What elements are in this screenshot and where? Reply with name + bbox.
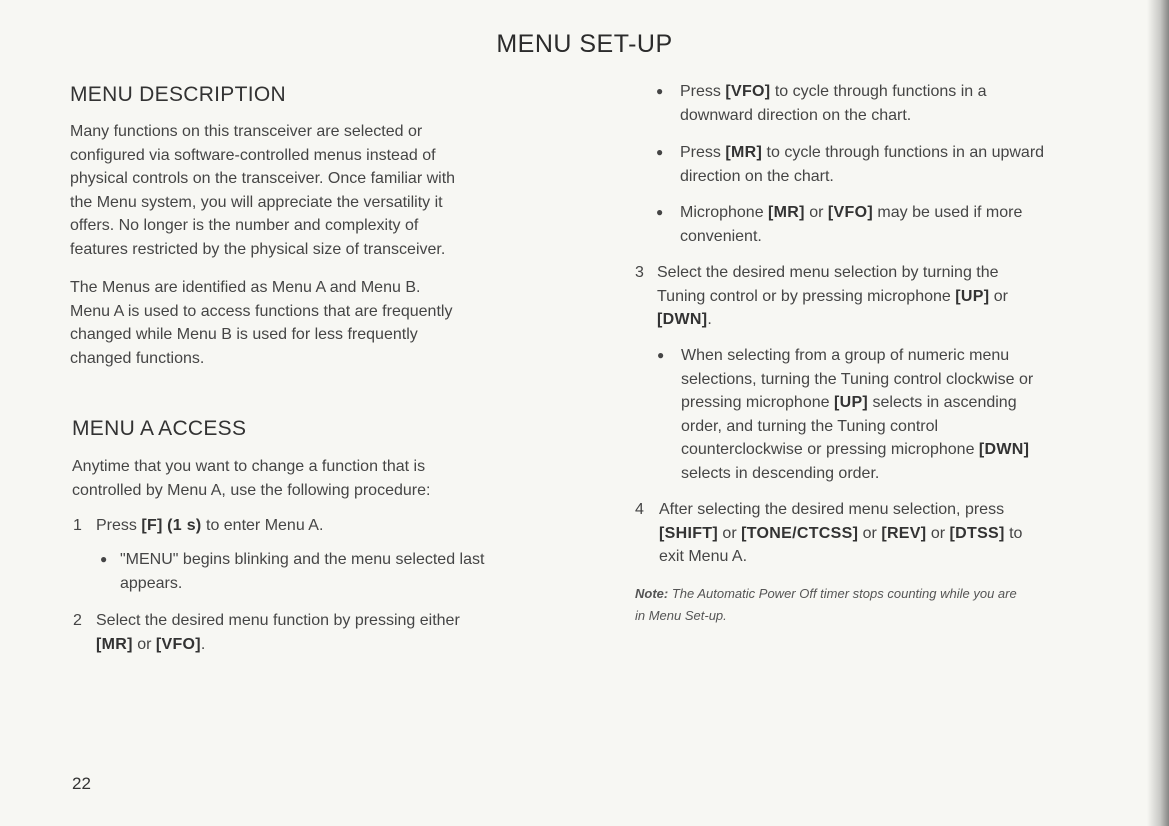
step-number: 1 xyxy=(73,517,82,534)
text: or xyxy=(132,635,156,653)
key-f: [F] xyxy=(141,517,163,534)
text: may be used if more xyxy=(872,204,1023,221)
text-line: Menu A is used to access functions that are frequently xyxy=(70,302,453,320)
text-line: physical controls on the transceiver. Once familiar with xyxy=(70,170,456,187)
key-vfo: [VFO] xyxy=(725,83,771,100)
bullet-menu-blinking xyxy=(100,548,610,598)
text-line xyxy=(96,633,460,657)
key-vfo: [VFO] xyxy=(155,635,201,653)
bullet-dot-icon: ● xyxy=(657,348,665,362)
key-rev: [REV] xyxy=(881,524,927,542)
note-auto-power-off xyxy=(635,583,1155,627)
text-line xyxy=(680,80,987,104)
key-mr: [MR] xyxy=(96,635,133,653)
text-line: When selecting from a group of numeric menu xyxy=(681,347,1010,364)
text-line xyxy=(680,141,1044,165)
text-line: After selecting the desired menu selection, press xyxy=(659,501,1005,518)
text: or xyxy=(717,524,742,542)
text: Tuning control or by pressing microphone xyxy=(657,287,956,305)
text-line: direction on the chart. xyxy=(680,167,834,185)
text-line: Select the desired menu function by pressing either xyxy=(96,612,460,629)
step-1 xyxy=(73,514,613,538)
step-text xyxy=(657,261,1008,332)
text: Microphone xyxy=(680,204,769,221)
key-dtss: [DTSS] xyxy=(949,524,1005,542)
key-tone-ctcss: [TONE/CTCSS] xyxy=(741,524,859,542)
key-up: [UP] xyxy=(955,287,990,305)
text: to xyxy=(1004,524,1023,542)
step-text xyxy=(96,514,323,538)
bullet-numeric-selection xyxy=(657,344,1157,489)
text-line: configured via software-controlled menus instead of xyxy=(70,146,436,164)
key-dwn: [DWN] xyxy=(978,441,1030,458)
bullet-press-vfo xyxy=(656,80,1156,130)
text: to cycle through functions in an upward xyxy=(762,144,1045,161)
text-line: changed while Menu B is used for less frequently xyxy=(70,326,418,343)
step-3 xyxy=(635,261,1155,335)
text-line: convenient. xyxy=(680,227,762,245)
text-line: selects in descending order. xyxy=(681,464,880,482)
key-dwn: [DWN] xyxy=(657,311,708,328)
text-line xyxy=(635,583,1155,605)
text-line: controlled by Menu A, use the following procedure: xyxy=(72,481,431,499)
text-line: downward direction on the chart. xyxy=(680,106,912,124)
text-line xyxy=(659,522,1022,546)
bullet-text xyxy=(680,201,1022,248)
step-text xyxy=(659,498,1022,569)
text-line xyxy=(680,201,1022,225)
text-line: order, and turning the Tuning control xyxy=(681,417,939,435)
text: Press xyxy=(96,517,142,534)
bullet-dot-icon: ● xyxy=(656,145,664,159)
paragraph-menu-identification xyxy=(70,276,610,370)
text: pressing microphone xyxy=(681,394,834,411)
page-title: MENU SET-UP xyxy=(496,30,673,58)
step-4 xyxy=(635,498,1155,572)
key-mr: [MR] xyxy=(725,144,763,161)
text: selects in ascending xyxy=(868,394,1017,411)
text-line: the Menu system, you will appreciate the versatility it xyxy=(70,193,443,211)
step-2 xyxy=(73,609,613,659)
bullet-dot-icon: ● xyxy=(656,205,664,219)
text: or xyxy=(858,524,882,542)
text: or xyxy=(804,204,828,221)
bullet-dot-icon: ● xyxy=(656,84,664,98)
bullet-text xyxy=(681,344,1033,485)
step-text xyxy=(96,609,460,656)
text-line: "MENU" begins blinking and the menu selected last xyxy=(120,551,485,568)
text-line xyxy=(681,438,1033,462)
text-line: features restricted by the physical size of transceiver. xyxy=(70,240,446,258)
key-shift: [SHIFT] xyxy=(659,524,718,542)
text-line: changed functions. xyxy=(70,349,205,367)
bullet-text xyxy=(680,80,987,127)
text: Press xyxy=(680,83,726,100)
text-line: Select the desired menu selection by turning the xyxy=(657,264,999,281)
key-mr: [MR] xyxy=(768,204,805,221)
key-duration: (1 s) xyxy=(167,517,202,534)
key-vfo: [VFO] xyxy=(827,204,873,221)
text-line xyxy=(681,391,1033,415)
step-number: 3 xyxy=(635,264,644,281)
paragraph-menu-description xyxy=(70,120,610,261)
bullet-dot-icon: ● xyxy=(100,552,108,566)
text: The Automatic Power Off timer stops counting while you are xyxy=(668,586,1017,601)
text: . xyxy=(707,311,712,328)
text: counterclockwise or pressing microphone xyxy=(681,441,979,458)
bullet-press-mr xyxy=(656,141,1156,191)
page-number: 22 xyxy=(72,774,91,793)
step-number: 2 xyxy=(73,612,82,629)
text-line: Anytime that you want to change a function that is xyxy=(72,458,426,475)
text-line: selections, turning the Tuning control clockwise or xyxy=(681,370,1034,388)
key-up: [UP] xyxy=(833,394,869,411)
text: or xyxy=(926,524,950,542)
bullet-microphone xyxy=(656,201,1156,251)
text: to cycle through functions in a xyxy=(770,83,987,100)
text: . xyxy=(200,635,206,653)
text-line: appears. xyxy=(120,574,183,592)
heading-menu-description: MENU DESCRIPTION xyxy=(70,83,286,106)
bullet-text xyxy=(120,548,484,595)
text: Press xyxy=(680,144,726,161)
text: or xyxy=(989,287,1008,305)
text-line: offers. No longer is the number and complexity of xyxy=(70,217,419,234)
bullet-text xyxy=(680,141,1044,188)
text-line: The Menus are identified as Menu A and Menu B. xyxy=(70,279,421,296)
text: to enter Menu A. xyxy=(201,517,324,534)
text-line xyxy=(657,285,1008,309)
text-line xyxy=(657,308,1008,332)
text-line: in Menu Set-up. xyxy=(635,608,727,623)
paragraph-menu-a-intro xyxy=(72,455,612,502)
step-number: 4 xyxy=(635,501,644,518)
note-label: Note: xyxy=(635,586,669,601)
heading-menu-a-access: MENU A ACCESS xyxy=(72,417,247,440)
text-line: exit Menu A. xyxy=(659,548,748,565)
text-line: Many functions on this transceiver are selected or xyxy=(70,123,423,140)
